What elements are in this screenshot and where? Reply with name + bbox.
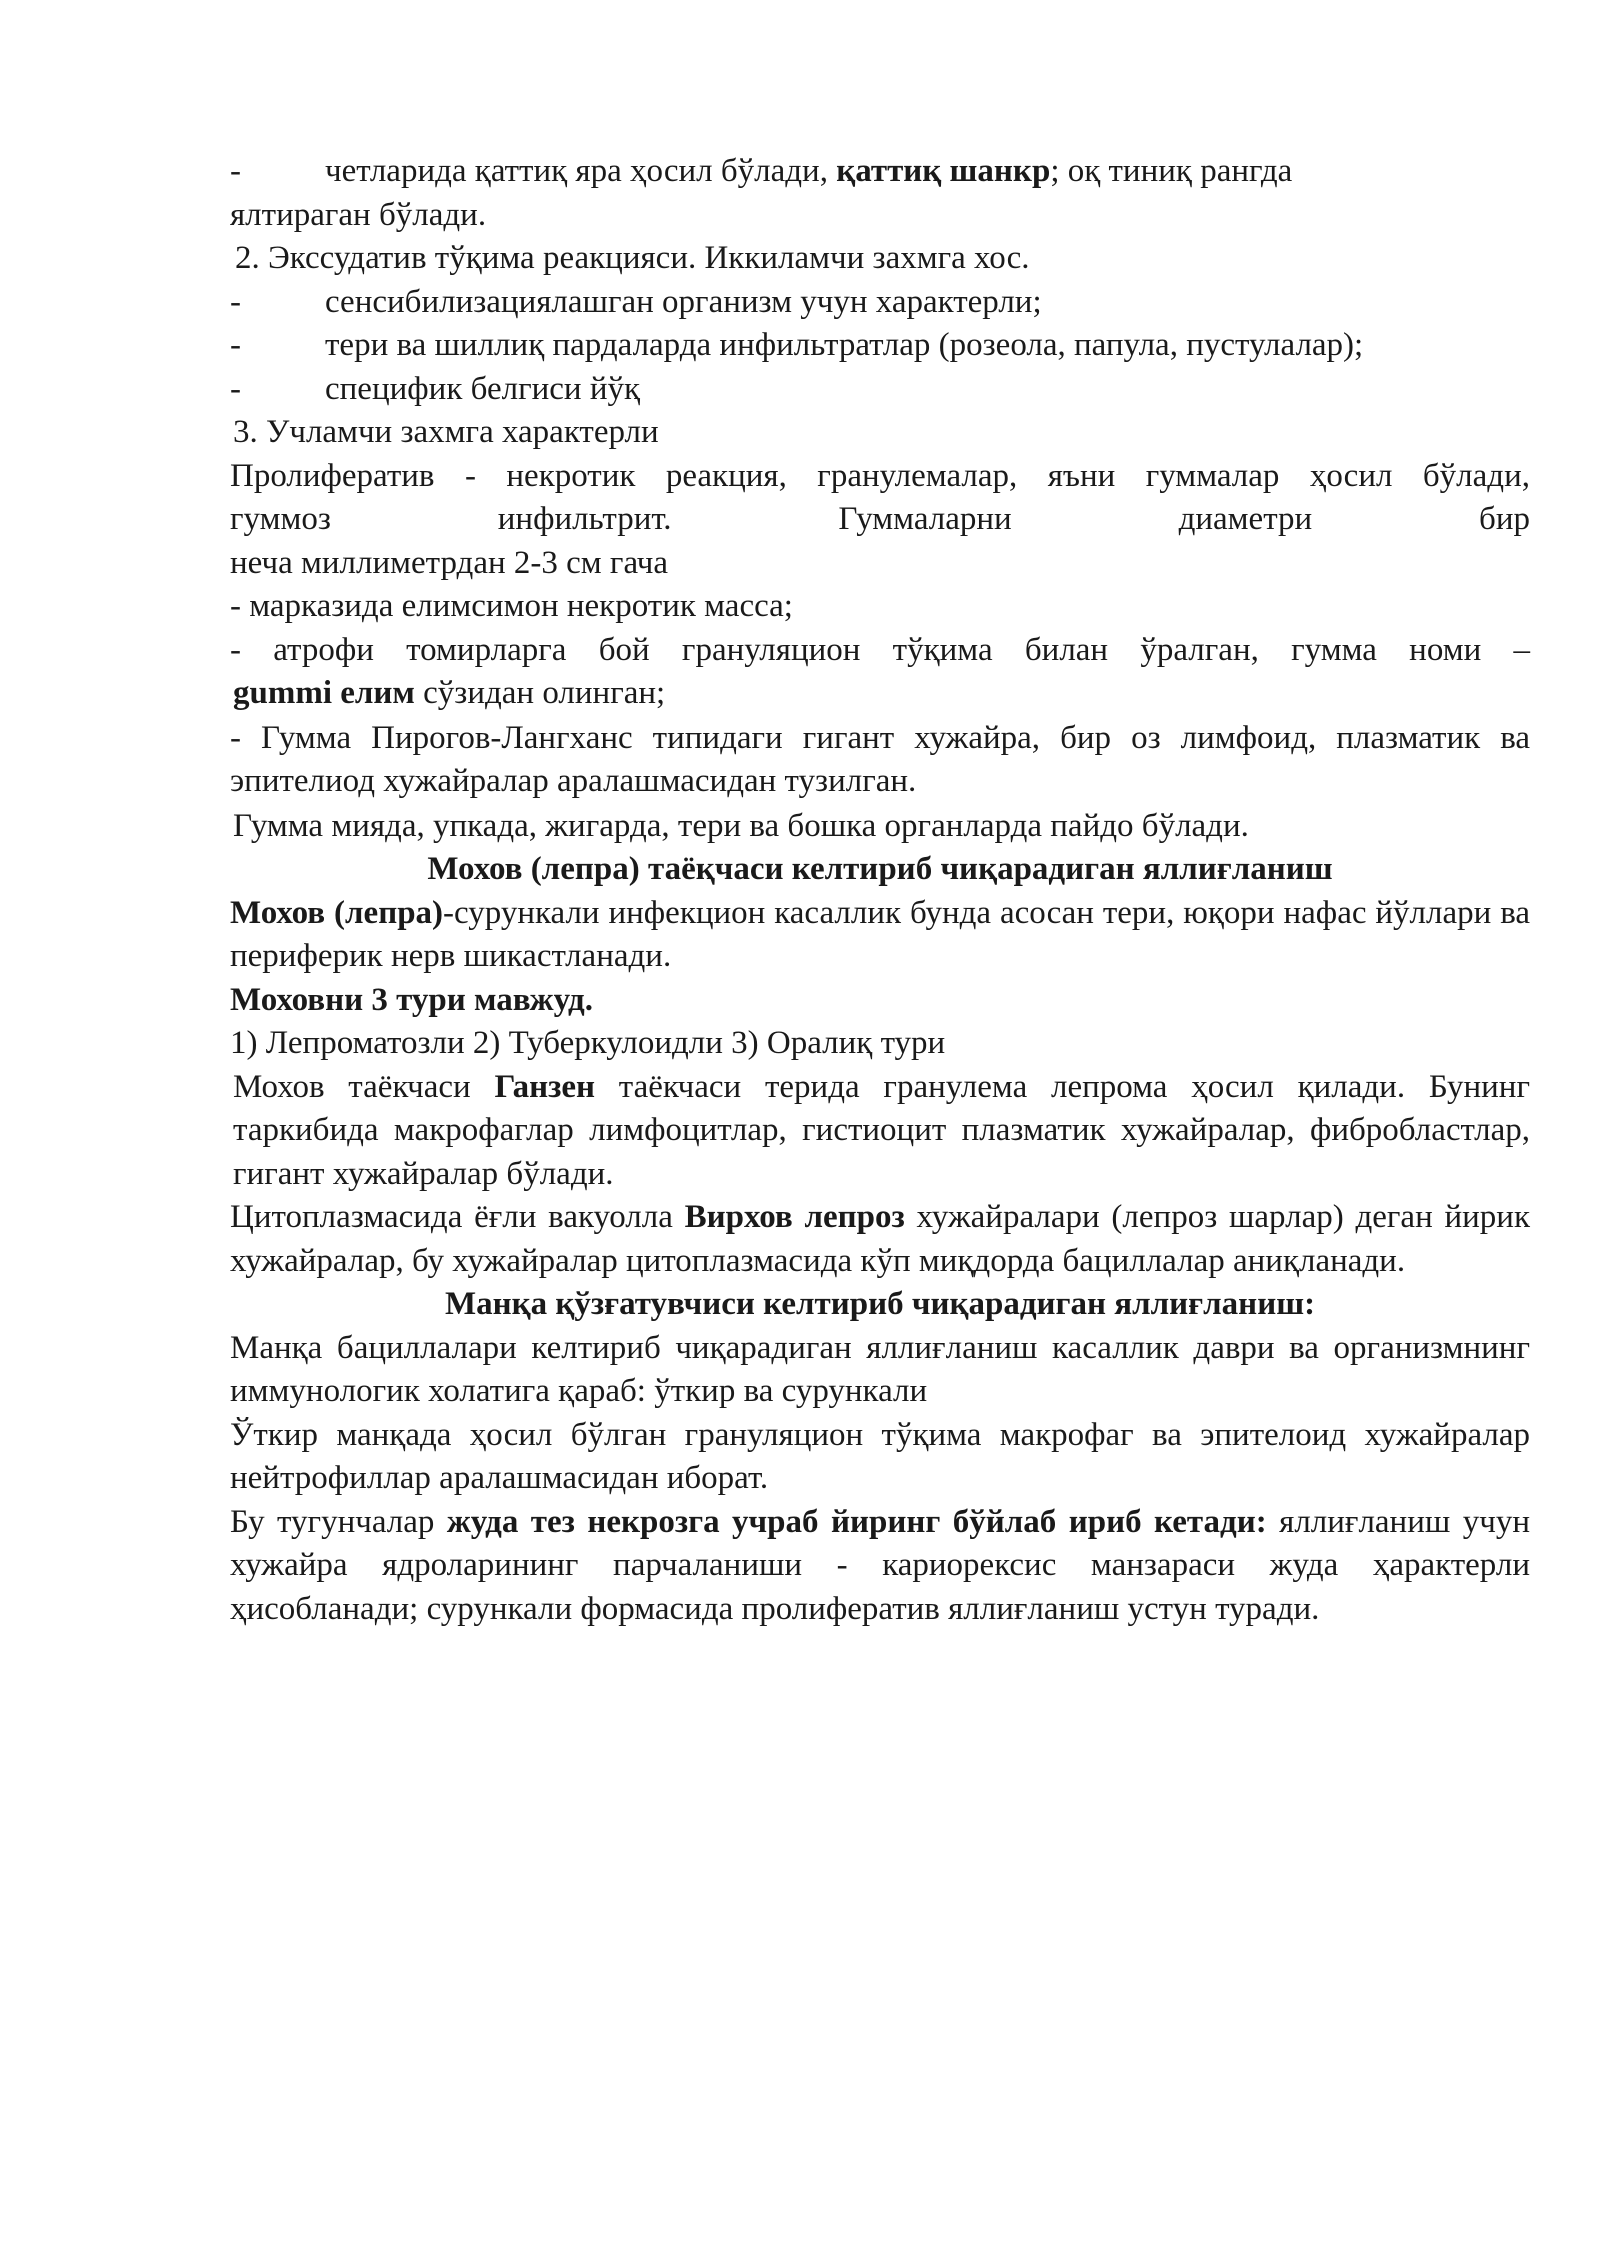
glanders-heading: Манқа қўзғатувчиси келтириб чиқарадиган яллиғланиш: xyxy=(444,1286,1316,1322)
glanders-para-3: Бу тугунчалар жуда тез некрозга учраб йиринг бўйлаб ириб кетади: яллиғланиш учун хужайра ядроларининг парчаланиши - кариорексис манзараси жуда ҳарактерли ҳисобланади; сурункали формасида пролифератив яллиғланиш устун туради. xyxy=(230,1503,1530,1627)
document-page xyxy=(230,150,1530,1631)
leprosy-types-heading: Моховни 3 тури мавжуд. xyxy=(230,981,593,1018)
bullet-no-specific: - специфик белгиси йўқ xyxy=(230,368,1530,412)
bullet-infiltrates: - тери ва шиллиқ пардаларда инфильтратлар (розеола, папула, пустулалар); xyxy=(230,324,1530,368)
bullet-dash: - xyxy=(230,370,241,407)
glanders-para-1: Манқа бациллалари келтириб чиқарадиган яллиғланиш касаллик даври ва организмнинг иммунологик холатига қараб: ўткир ва сурункали xyxy=(230,1329,1530,1409)
leprosy-heading: Мохов (лепра) таёқчаси келтириб чиқарадиган яллиғланиш xyxy=(427,851,1333,887)
gumma-cells: - Гумма Пирогов-Лангханс типидаги гигант хужайра, бир оз лимфоид, плазматик ва эпителиод хужайралар аралашмасидан тузилган. xyxy=(230,719,1530,799)
item-tertiary: 3. Учламчи захмга характерли xyxy=(233,414,659,450)
gumma-organs: Гумма мияда, упкада, жигарда, тери ва бошка органларда пайдо бўлади. xyxy=(233,807,1249,844)
dash-atrophy: - атрофи томирларга бой грануляцион тўқима билан ўралган, гумма номи – xyxy=(230,631,1530,668)
bullet-chancre: - четларида қаттиқ яра ҳосил бўлади, қаттиқ шанкр; оқ тиниқ рангда xyxy=(230,150,1530,194)
leprosy-virchow: Цитоплазмасида ёғли вакуолла Вирхов лепроз хужайралари (лепроз шарлар) деган йирик хужайралар, бу хужайралар цитоплазмасида кўп миқдорда бациллалар аниқланади. xyxy=(230,1199,1530,1279)
bullet-dash: - xyxy=(230,153,241,189)
leprosy-definition: Мохов (лепра)-сурункали инфекцион касаллик бунда асосан тери, юқори нафас йўллари ва периферик нерв шикастланади. xyxy=(230,894,1530,974)
prolif-line-2: гуммоз инфильтрит. Гуммаларни диаметри бир xyxy=(230,501,1530,537)
glanders-para-2: Ўткир манқада ҳосил бўлган грануляцион тўқима макрофаг ва эпителоид хужайралар нейтрофиллар аралашмасидан иборат. xyxy=(230,1416,1530,1496)
dash-necrotic-core: - марказида елимсимон некротик масса; xyxy=(230,588,793,624)
bullet-dash: - xyxy=(230,283,241,320)
leprosy-hansen: Мохов таёкчаси Ганзен таёкчаси терида гранулема лепрома ҳосил қилади. Бунинг таркибида макрофаглар лимфоцитлар, гистиоцит плазматик хужайралар, фибробластлар, гигант хужайралар бўлади. xyxy=(233,1068,1530,1192)
prolif-line-1: Пролифератив - некротик реакция, гранулемалар, яъни гуммалар ҳосил бўлади, xyxy=(230,457,1530,494)
prolif-line-3: неча миллиметрдан 2-3 см гача xyxy=(230,544,669,581)
bullet-dash: - xyxy=(230,327,241,363)
item-exudative: 2. Экссудатив тўқима реакцияси. Иккиламчи захмга хос. xyxy=(235,240,1030,276)
leprosy-types-list: 1) Лепроматозли 2) Туберкулоидли 3) Оралиқ тури xyxy=(230,1025,946,1061)
bullet-sensitized: - сенсибилизациялашган организм учун характерли; xyxy=(230,281,1530,325)
bullet-chancre-cont: ялтираган бўлади. xyxy=(230,196,487,233)
gummi-origin: gummi елим сўзидан олинган; xyxy=(233,675,666,711)
